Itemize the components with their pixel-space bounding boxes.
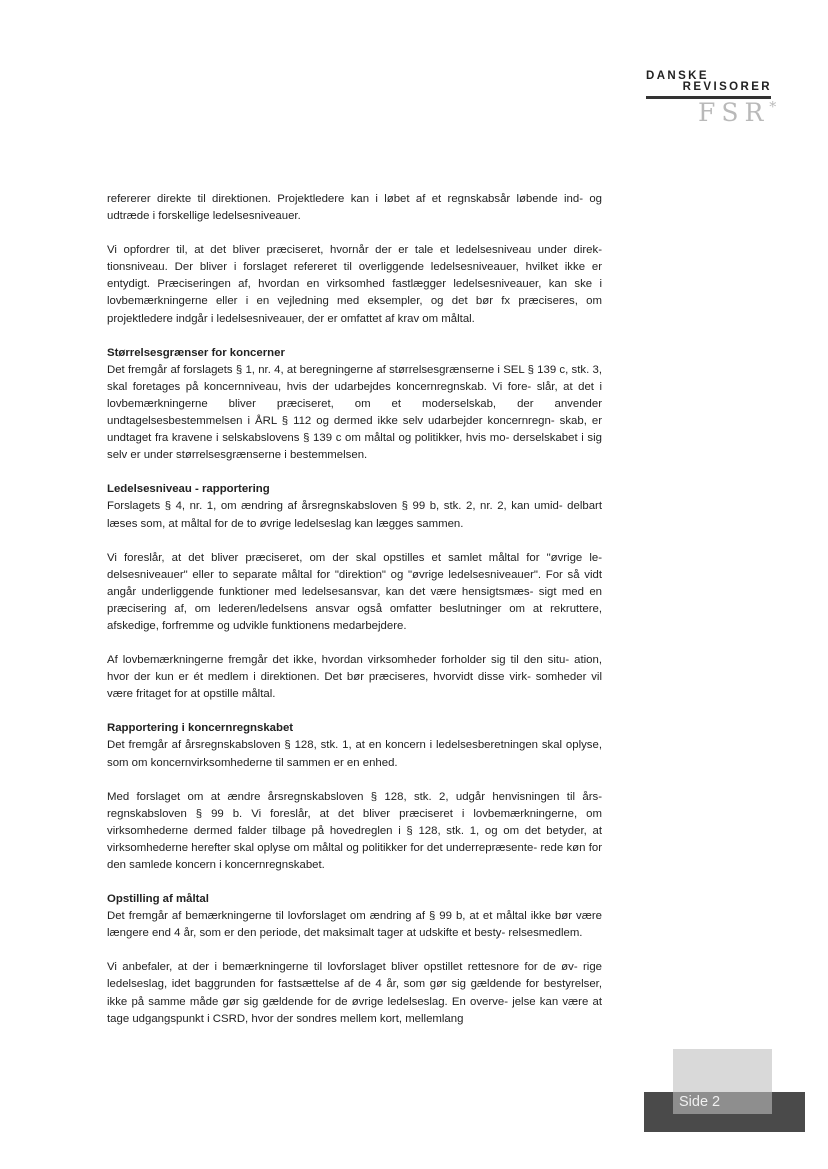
page-number: Side 2 bbox=[679, 1094, 721, 1110]
fsr-star: * bbox=[769, 99, 777, 116]
paragraph: Forslagets § 4, nr. 1, om ændring af årsregnskabsloven § 99 b, stk. 2, nr. 2, kan umid- delbart læses som, at måltal for de to øvrige ledelseslag kan lægges sammen. bbox=[107, 500, 602, 530]
paragraph: Vi foreslår, at det bliver præciseret, om der skal opstilles et samlet måltal for "øvrige le- delsesniveauer" eller to separate måltal for "direktion" og "øvrige ledelsesniveauer". For så vidt angår underliggende funktioner med ledelsesansvar, kan det være hensigtsmæs- sigt med en præcisering af, om lederen/ledelsens ansvar også omfatter beslutninger om at rekruttere, afskedige, forfremme og udvikle funktionens medarbejdere. bbox=[107, 551, 602, 632]
logo-line-danske: DANSKE bbox=[646, 70, 709, 82]
section-heading: Størrelsesgrænser for koncerner bbox=[107, 346, 285, 359]
section-heading: Ledelsesniveau - rapportering bbox=[107, 483, 270, 496]
paragraph: refererer direkte til direktionen. Projektledere kan i løbet af et regnskabsår løbende ind- og udtræde i forskellige ledelsesniveauer. bbox=[107, 193, 602, 223]
paragraph: Af lovbemærkningerne fremgår det ikke, hvordan virksomheder forholder sig til den situ- ation, hvor der kun er ét medlem i direktionen. Det bør præciseres, hvorvidt disse virk- somheder vil være fritaget for at opstille måltal. bbox=[107, 654, 602, 701]
letter-body bbox=[107, 191, 602, 1045]
section-heading: Opstilling af måltal bbox=[107, 893, 209, 906]
paragraph: Vi opfordrer til, at det bliver præciseret, hvornår der er tale et ledelsesniveau under direk- tionsniveau. Der bliver i forslaget refereret til overliggende ledelsesniveauer, hvilket ikke er entydigt. Præciseringen af, hvordan en virksomhed fastlægger ledelsesniveauer, kan ske i lovbemærkningerne eller i en vejledning med eksempler, og det bør fx præciseres, om projektledere indgår i ledelsesniveauer, der er omfattet af krav om måltal. bbox=[107, 244, 602, 325]
paragraph: Med forslaget om at ændre årsregnskabsloven § 128, stk. 2, udgår henvisningen til års- regnskabsloven § 99 b. Vi foreslår, at det bliver præciseret i lovbemærkningerne, om virksomhederne dermed falder tilbage på hovedreglen i § 128, stk. 1, og om det betyder, at virksomhederne herefter skal oplyse om måltal og politikker for det underrepræsente- rede køn for den samlede koncern i koncernregnskabet. bbox=[107, 790, 602, 871]
page-tab-highlight bbox=[673, 1049, 772, 1094]
danske-revisorer-logo bbox=[646, 70, 777, 127]
section-heading: Rapportering i koncernregnskabet bbox=[107, 722, 294, 735]
paragraph: Det fremgår af bemærkningerne til lovforslaget om ændring af § 99 b, at et måltal ikke bør være længere end 4 år, som er den periode, det maksimalt tager at udskifte et besty- relsesmedlem. bbox=[107, 910, 602, 940]
fsr-logo-mark bbox=[698, 100, 776, 125]
paragraph: Det fremgår af forslagets § 1, nr. 4, at beregningerne af størrelsesgrænserne i SEL § 139 c, stk. 3, skal foretages på koncernniveau, hvis der udarbejdes koncernregnskab. Vi fore- slår, at det i lovbemærkningerne bliver præciseret, om et moderselskab, der anvender undtagelsesbestemmelsen i ÅRL § 112 og dermed ikke selv udarbejder koncernregn- skab, er undtaget fra kravene i selskabslovens § 139 c om måltal og politikker, hvis mo- derselskabet i sig selv er under størrelsesgrænserne i bestemmelsen. bbox=[107, 363, 602, 462]
fsr-letters: FSR bbox=[698, 98, 770, 127]
paragraph: Det fremgår af årsregnskabsloven § 128, stk. 1, at en koncern i ledelsesberetningen skal oplyse, som om koncernvirksomhederne til sammen er en enhed. bbox=[107, 739, 602, 769]
paragraph: Vi anbefaler, at der i bemærkningerne til lovforslaget bliver opstillet rettesnore for de øv- rige ledelseslag, idet baggrunden for fastsættelse af de 4 år, som gør sig gældende for bestyrelser, ikke på samme måde gør sig gældende for de øvrige ledelseslag. En overve- jelse kan være at tage udgangspunkt i CSRD, hvor der sondres mellem kort, mellemlang bbox=[107, 961, 602, 1025]
logo-line-revisorer: REVISORER bbox=[682, 81, 772, 93]
